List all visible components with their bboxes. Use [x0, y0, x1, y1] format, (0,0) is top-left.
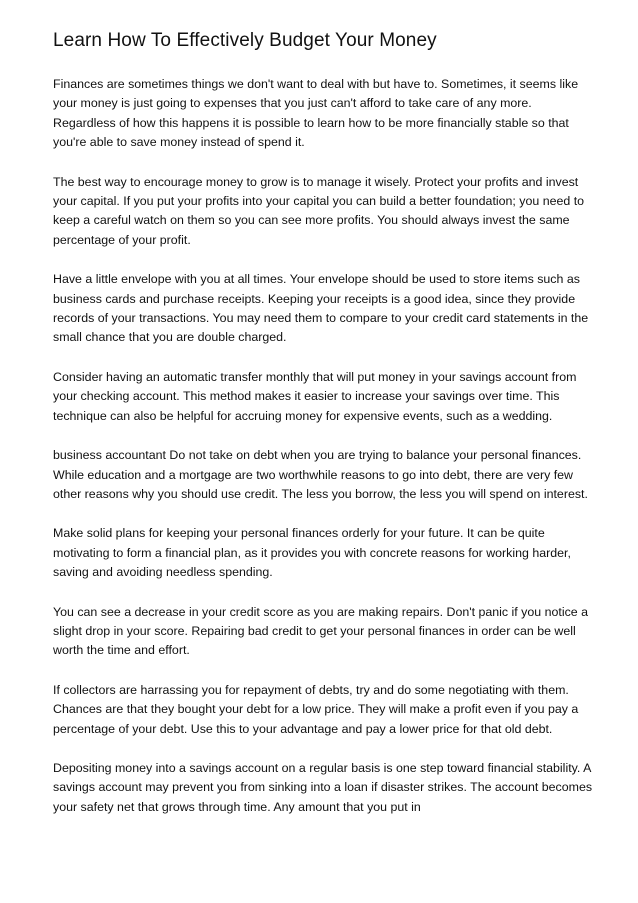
paragraph-automatic-transfer: Consider having an automatic transfer monthly that will put money in your savings account from your checking account. This method makes it easier to increase your savings over time. This technique can also be helpful for accruing money for expensive events, such as a wedding. — [53, 369, 577, 423]
paragraph-intro: Finances are sometimes things we don't want to deal with but have to. Sometimes, it seems like your money is just going to expenses that you just can't afford to take care of any more. Regardless of how this happens it is possible to learn how to be more financially stable so that you're able to save money instead of spend it. — [53, 77, 579, 150]
paragraph-debt: business accountant Do not take on debt when you are trying to balance your personal finances. While education and a mortgage are two worthwhile reasons to go into debt, there are very few other reasons why you should use credit. The less you borrow, the less you will spend on interest. — [53, 448, 588, 501]
paragraph-envelope: Have a little envelope with you at all times. Your envelope should be used to store items such as business cards and purchase receipts. Keeping your receipts is a good idea, since they provide records of your transactions. You may need them to compare to your credit card statements in the small chance that you are double charged. — [53, 272, 589, 345]
paragraph-credit-score: You can see a decrease in your credit score as you are making repairs. Don't panic if you notice a slight drop in your score. Repairing bad credit to get your personal finances in order can be well worth the time and effort. — [53, 604, 588, 658]
paragraph-manage-money: The best way to encourage money to grow is to manage it wisely. Protect your profits and invest your capital. If you put your profits into your capital you can build a better foundation; you need to keep a careful watch on them so you can see more profits. You should always invest the same percentage of your profit. — [53, 174, 585, 247]
paragraph-savings-account: Depositing money into a savings account on a regular basis is one step toward financial stability. A savings account may prevent you from sinking into a loan if disaster strikes. The account becomes your safety net that grows through time. Any amount that you put in — [53, 760, 593, 814]
document-page — [53, 29, 593, 837]
paragraph-plans: Make solid plans for keeping your personal finances orderly for your future. It can be quite motivating to form a financial plan, as it provides you with concrete reasons for working harder, saving and avoiding needless spending. — [53, 526, 571, 580]
document-title: Learn How To Effectively Budget Your Money — [53, 30, 437, 51]
paragraph-collectors: If collectors are harrassing you for repayment of debts, try and do some negotiating with them. Chances are that they bought your debt for a low price. They will make a profit even if you pay a percentage of your debt. Use this to your advantage and pay a lower price for that old debt. — [53, 682, 579, 736]
